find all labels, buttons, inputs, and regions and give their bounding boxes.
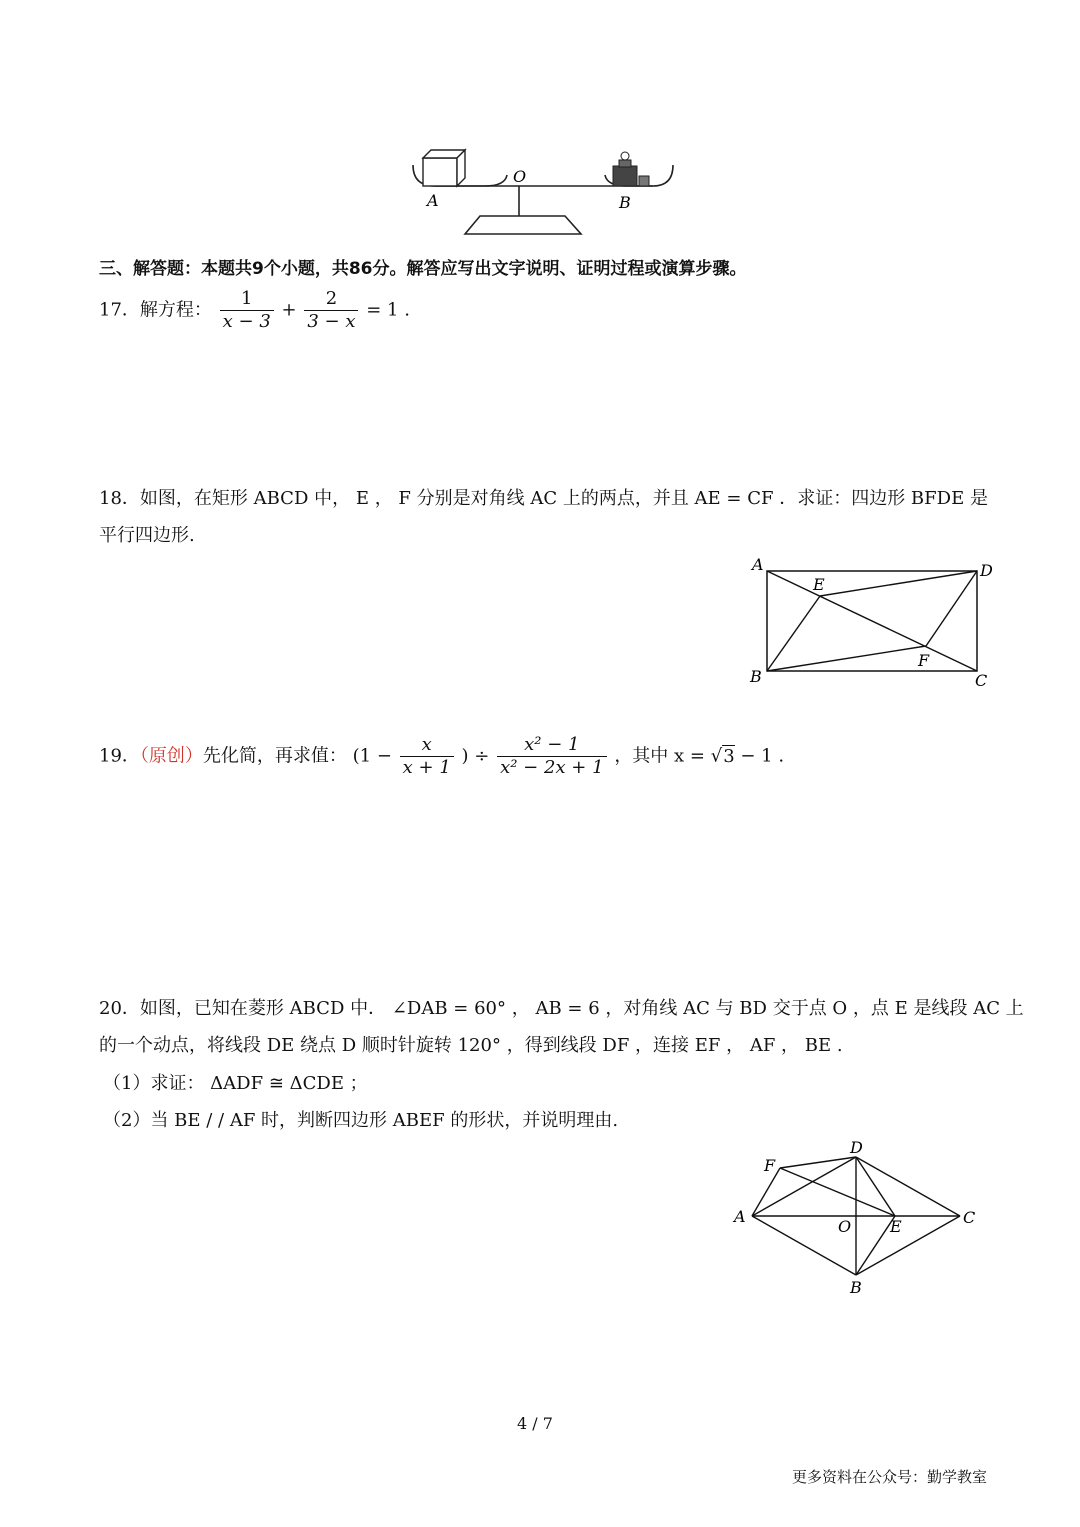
q17-plus: + <box>281 299 297 321</box>
section-3-heading: 三、解答题：本题共9个小题，共86分。解答应写出文字说明、证明过程或演算步骤。 <box>99 259 747 279</box>
rect-label-a: A <box>752 555 764 574</box>
question-20-line1: 20．如图，已知在菱形 ABCD 中． ∠DAB = 60° ， AB = 6 ，对角线 AC 与 BD 交于点 O ，点 E 是线段 AC 上 <box>99 998 1024 1019</box>
question-18-line1: 18．如图，在矩形 ABCD 中， E ， F 分别是对角线 AC 上的两点，并且 AE = CF ．求证：四边形 BFDE 是 <box>99 488 988 509</box>
rhombus-label-c: C <box>963 1208 976 1227</box>
q19-close-div: ) ÷ <box>461 745 490 767</box>
q19-tail-b: − 1 . <box>734 745 785 767</box>
rect-label-c: C <box>975 671 988 690</box>
q19-text: 先化简，再求值： <box>202 745 347 767</box>
question-20-part1: （1）求证： ΔADF ≅ ΔCDE ； <box>103 1073 368 1094</box>
q19-fraction-1: $\frac{x}{x + 1}$ <box>400 734 454 779</box>
q19-sqrt-arg: 3 <box>723 745 735 767</box>
question-17 <box>99 288 410 333</box>
rhombus-label-o: O <box>838 1217 852 1236</box>
rect-label-e: E <box>813 575 825 594</box>
q19-number: 19． <box>99 745 140 767</box>
question-19: 19．（原创）先化简，再求值： (1 − $\frac{x}{x + 1}$ ) ÷ $\frac{\text{x² − 1}}{\text{x² − 2x + 1}}$ ，其中 x = √3 − 1 . <box>99 734 785 778</box>
balance-label-o: O <box>513 167 527 186</box>
rhombus-label-b: B <box>850 1278 862 1297</box>
q19-tail-a: ，其中 x = <box>614 745 711 767</box>
footer-note: 更多资料在公众号：勤学教室 <box>792 1468 988 1486</box>
question-20-line2: 的一个动点，将线段 DE 绕点 D 顺时针旋转 120° ，得到线段 DF ，连接 EF ， AF ， BE . <box>99 1035 843 1056</box>
q17-fraction-2: $\frac{2}{3 - x}$ <box>304 288 358 333</box>
q17-prefix: 17．解方程： <box>99 299 212 321</box>
rhombus-abcd-figure <box>730 1135 990 1300</box>
q17-rhs: = 1 . <box>366 299 410 321</box>
rect-label-d: D <box>980 561 993 580</box>
rectangle-abcd-figure <box>740 552 1000 692</box>
rhombus-label-f: F <box>764 1156 776 1175</box>
question-20-part2: （2）当 BE / / AF 时，判断四边形 ABEF 的形状，并说明理由. <box>103 1110 619 1131</box>
rhombus-label-e: E <box>890 1217 902 1236</box>
rect-label-f: F <box>918 651 930 670</box>
q19-fraction-2: $\frac{\text{x² − 1}}{\text{x² − 2x + 1}}$ <box>497 734 606 779</box>
q19-open: (1 − <box>352 745 392 767</box>
page-number: 4 / 7 <box>517 1414 553 1433</box>
rhombus-label-a: A <box>734 1207 746 1226</box>
balance-label-a: A <box>427 191 439 210</box>
question-18-line2: 平行四边形. <box>99 525 195 546</box>
rhombus-label-d: D <box>850 1138 863 1157</box>
balance-label-b: B <box>619 193 631 212</box>
q19-original-tag: （原创） <box>139 745 203 767</box>
rect-label-b: B <box>750 667 762 686</box>
q17-fraction-1: $\frac{1}{x - 3}$ <box>220 288 274 333</box>
balance-scale-figure <box>405 140 680 240</box>
